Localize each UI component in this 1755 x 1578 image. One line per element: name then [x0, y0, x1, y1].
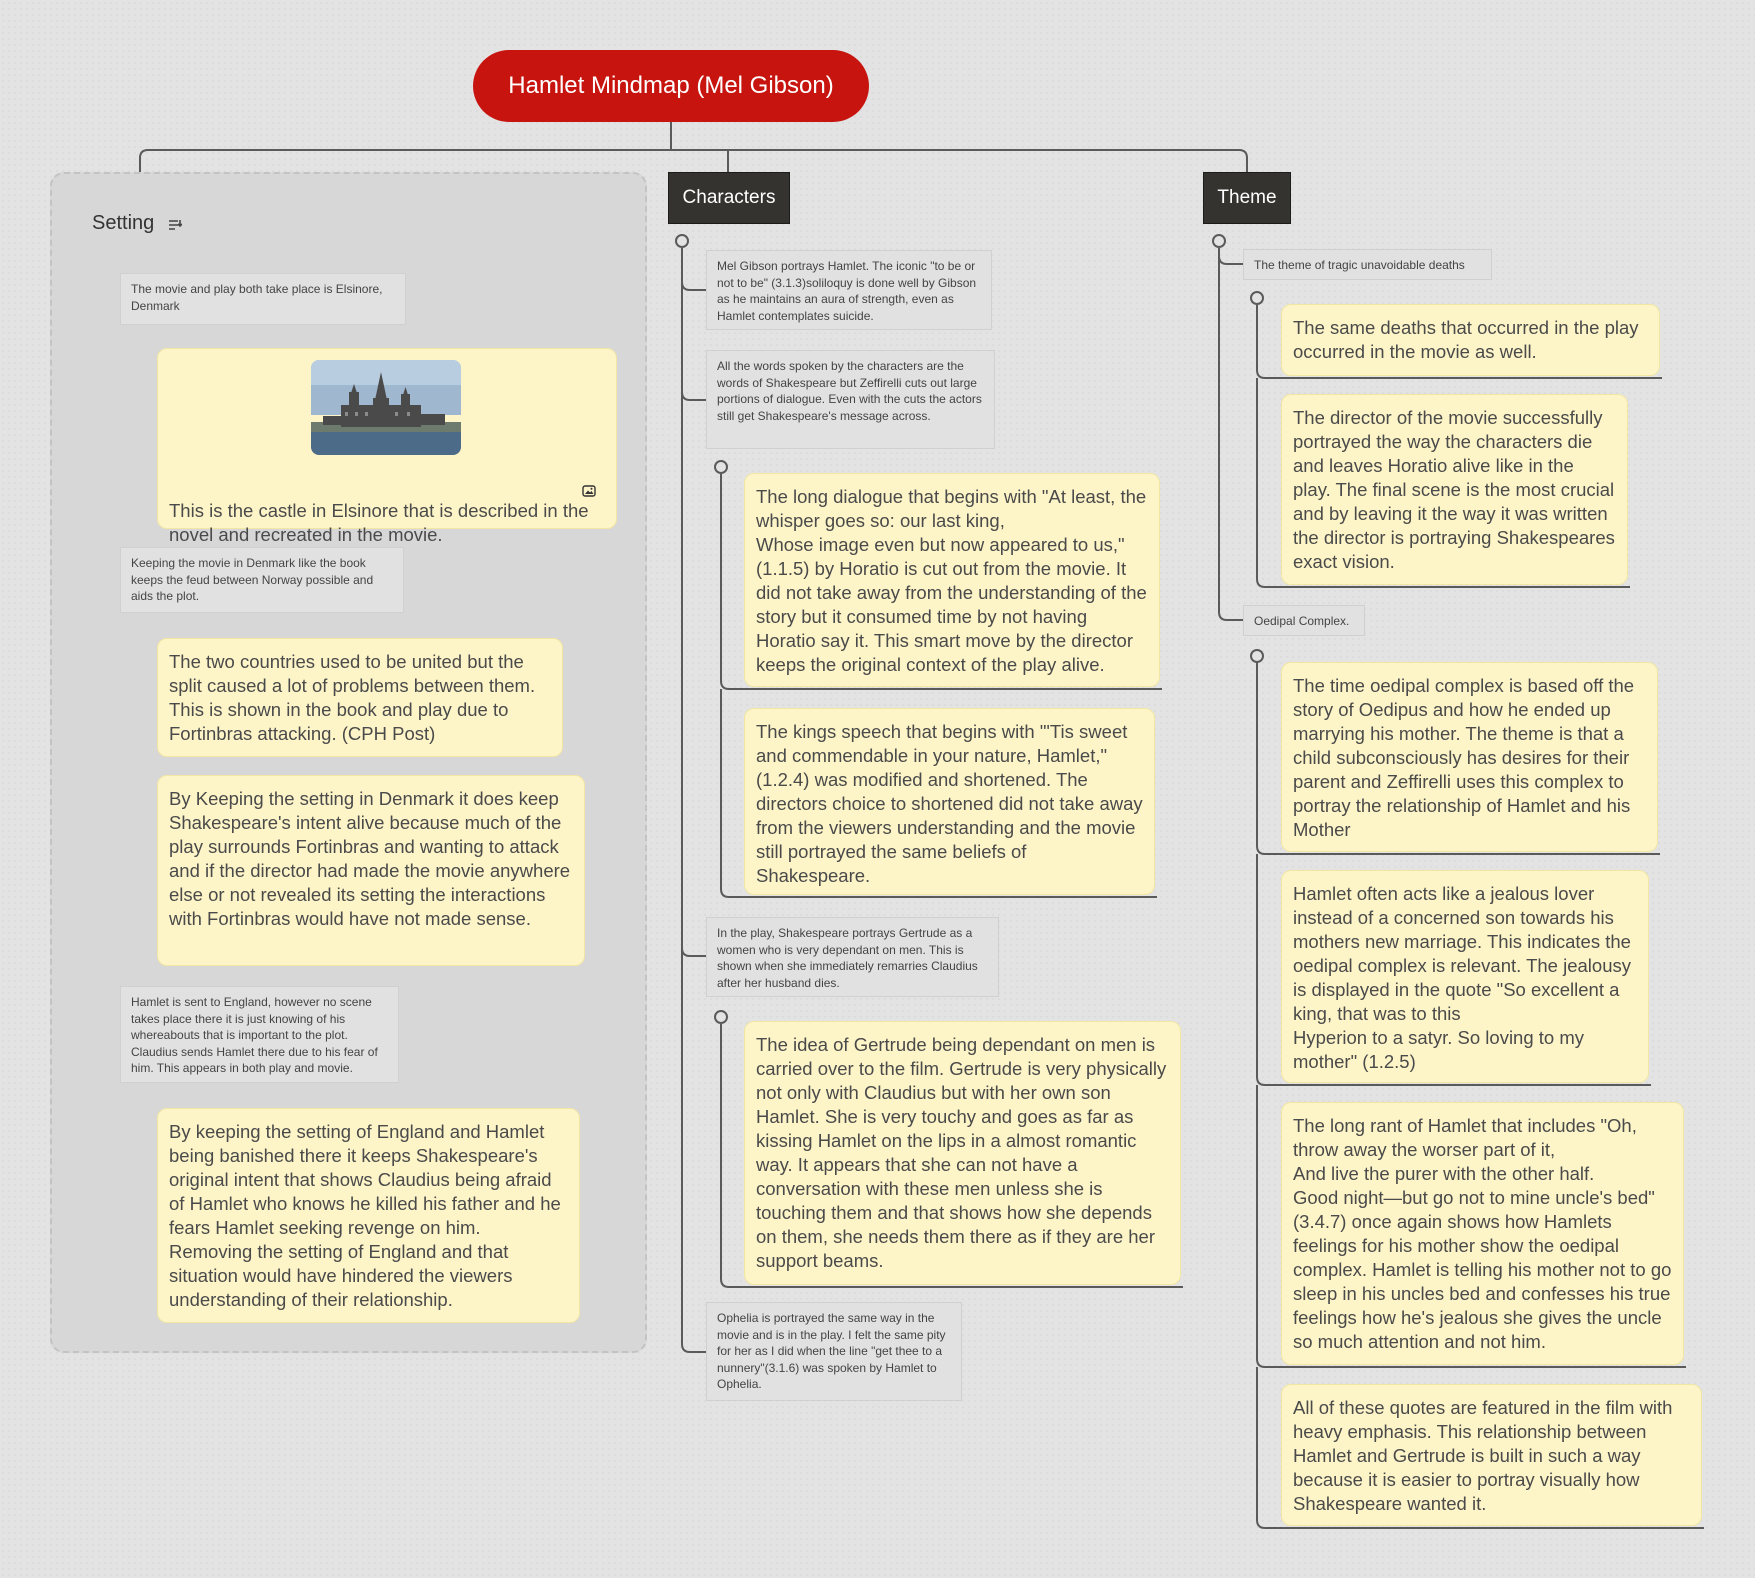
- root-topic[interactable]: Hamlet Mindmap (Mel Gibson): [473, 50, 869, 122]
- list-icon[interactable]: [168, 218, 182, 232]
- theme-subtopic-1[interactable]: The theme of tragic unavoidable deaths: [1243, 249, 1492, 280]
- theme-note-1a[interactable]: The same deaths that occurred in the play occurred in the movie as well.: [1281, 304, 1660, 376]
- theme-subtopic-2[interactable]: Oedipal Complex.: [1243, 605, 1365, 636]
- setting-subtopic-1[interactable]: The movie and play both take place is Elsinore, Denmark: [120, 273, 406, 325]
- characters-note-2a[interactable]: The long dialogue that begins with "At least, the whisper goes so: our last king, Whose image even but now appeared to us," (1.1.5) by Horatio is cut out from the movie. It did not take away from the understanding of the story but it consumed time by not having Horatio say it. This smart move by the director keeps the original context of the play alive.: [744, 473, 1160, 687]
- category-characters[interactable]: Characters: [668, 172, 790, 224]
- theme-note-2c[interactable]: The long rant of Hamlet that includes "Oh, throw away the worser part of it, And live the purer with the other half. Good night—but go not to mine uncle's bed" (3.4.7) once again shows how Hamlets feelings for his mother show the oedipal complex. Hamlet is telling his mother not to go sleep in his uncles bed and confesses his true feelings how he's jealous she gives the uncle so much attention and not him.: [1281, 1102, 1684, 1365]
- castle-photo: [311, 360, 461, 455]
- characters-subtopic-2[interactable]: All the words spoken by the characters are the words of Shakespeare but Zeffirelli cuts out large portions of dialogue. Even with the cuts the actors still get Shakespeare's message across.: [706, 350, 995, 449]
- setting-note-2a[interactable]: The two countries used to be united but the split caused a lot of problems between them. This is shown in the book and play due to Fortinbras attacking. (CPH Post): [157, 638, 563, 757]
- theme-note-1b[interactable]: The director of the movie successfully portrayed the way the characters die and leaves Horatio alive like in the play. The final scene is the most crucial and by leaving it the way it was written the director is portraying Shakespeares exact vision.: [1281, 394, 1628, 585]
- note-text: This is the castle in Elsinore that is described in the novel and recreated in the movie.: [169, 500, 589, 545]
- theme-note-2a[interactable]: The time oedipal complex is based off the story of Oedipus and how he ended up marrying his mother. The theme is that a child subconsciously has desires for their parent and Zeffirelli uses this complex to portray the relationship of Hamlet and his Mother: [1281, 662, 1658, 852]
- image-icon[interactable]: [582, 485, 596, 497]
- setting-subtopic-2[interactable]: Keeping the movie in Denmark like the book keeps the feud between Norway possible and aids the plot.: [120, 547, 404, 613]
- setting-note-2b[interactable]: By Keeping the setting in Denmark it does keep Shakespeare's intent alive because much of the play surrounds Fortinbras and wanting to attack and if the director had made the movie anywhere else or not revealed its setting the interactions with Fortinbras would have not made sense.: [157, 775, 585, 966]
- characters-note-3a[interactable]: The idea of Gertrude being dependant on men is carried over to the film. Gertrude is very physically not only with Claudius but with her own son Hamlet. She is very touchy and goes as far as kissing Hamlet on the lips in a almost romantic way. It appears that she can not have a conversation with these men unless she is touching them and that shows how she depends on them, she needs them there as if they are her support beams.: [744, 1021, 1181, 1285]
- setting-note-3a[interactable]: By keeping the setting of England and Hamlet being banished there it keeps Shakespeare's original intent that shows Claudius being afraid of Hamlet who knows he killed his father and he fears Hamlet seeking revenge on him. Removing the setting of England and that situation would have hindered the viewers understanding of their relationship.: [157, 1108, 580, 1323]
- setting-title[interactable]: Setting: [92, 212, 155, 234]
- characters-note-2b[interactable]: The kings speech that begins with "'Tis sweet and commendable in your nature, Hamlet," (1.2.4) was modified and shortened. The directors choice to shortened did not take away from the viewers understanding and the movie still portrayed the same beliefs of Shakespeare.: [744, 708, 1155, 895]
- category-theme[interactable]: Theme: [1203, 172, 1291, 224]
- theme-note-2d[interactable]: All of these quotes are featured in the film with heavy emphasis. This relationship between Hamlet and Gertrude is built in such a way because it is easier to portray visually how Shakespeare wanted it.: [1281, 1384, 1702, 1526]
- characters-subtopic-4[interactable]: Ophelia is portrayed the same way in the movie and is in the play. I felt the same pity for her as I did when the line "get thee to a nunnery"(3.1.6) was spoken by Hamlet to Ophelia.: [706, 1302, 962, 1401]
- setting-subtopic-3[interactable]: Hamlet is sent to England, however no scene takes place there it is just knowing of his whereabouts that is important to the plot. Claudius sends Hamlet there due to his fear of him. This appears in both play and movie.: [120, 986, 399, 1083]
- characters-subtopic-3[interactable]: In the play, Shakespeare portrays Gertrude as a women who is very dependant on men. This is shown when she immediately remarries Claudius after her husband dies.: [706, 917, 999, 997]
- theme-note-2b[interactable]: Hamlet often acts like a jealous lover instead of a concerned son towards his mothers new marriage. This indicates the oedipal complex is relevant. The jealousy is displayed in the quote "So excellent a king, that was to this Hyperion to a satyr. So loving to my mother" (1.2.5): [1281, 870, 1649, 1083]
- characters-subtopic-1[interactable]: Mel Gibson portrays Hamlet. The iconic "to be or not to be" (3.1.3)soliloquy is done well by Gibson as he maintains an aura of strength, even as Hamlet contemplates suicide.: [706, 250, 992, 330]
